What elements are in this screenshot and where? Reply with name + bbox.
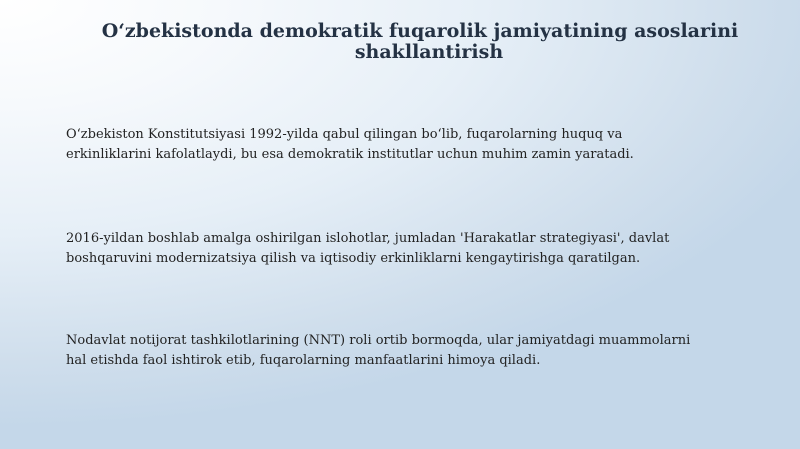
paragraph-ngo xyxy=(66,331,766,371)
slide-title xyxy=(0,21,800,63)
slide-title-line: shakllantirish xyxy=(354,41,504,63)
paragraph-line: O‘zbekiston Konstitutsiyasi 1992-yilda qabul qilingan bo‘lib, fuqarolarning huquq va xyxy=(66,127,623,142)
paragraph-line: hal etishda faol ishtirok etib, fuqarolarning manfaatlarini himoya qiladi. xyxy=(66,353,541,368)
paragraph-reforms xyxy=(66,229,766,269)
paragraph-line: Nodavlat notijorat tashkilotlarining (NNT) roli ortib bormoqda, ular jamiyatdagi muammolarni xyxy=(66,333,691,348)
paragraph-constitution xyxy=(66,125,766,165)
paragraph-line: erkinliklarini kafolatlaydi, bu esa demokratik institutlar uchun muhim zamin yaratadi. xyxy=(66,147,634,162)
slide-title-line: O‘zbekistonda demokratik fuqarolik jamiyatining asoslarini xyxy=(101,20,739,42)
paragraph-line: 2016-yildan boshlab amalga oshirilgan islohotlar, jumladan 'Harakatlar strategiyasi', davlat xyxy=(66,231,670,246)
paragraph-line: boshqaruvini modernizatsiya qilish va iqtisodiy erkinliklarni kengaytirishga qaratilgan. xyxy=(66,251,641,266)
